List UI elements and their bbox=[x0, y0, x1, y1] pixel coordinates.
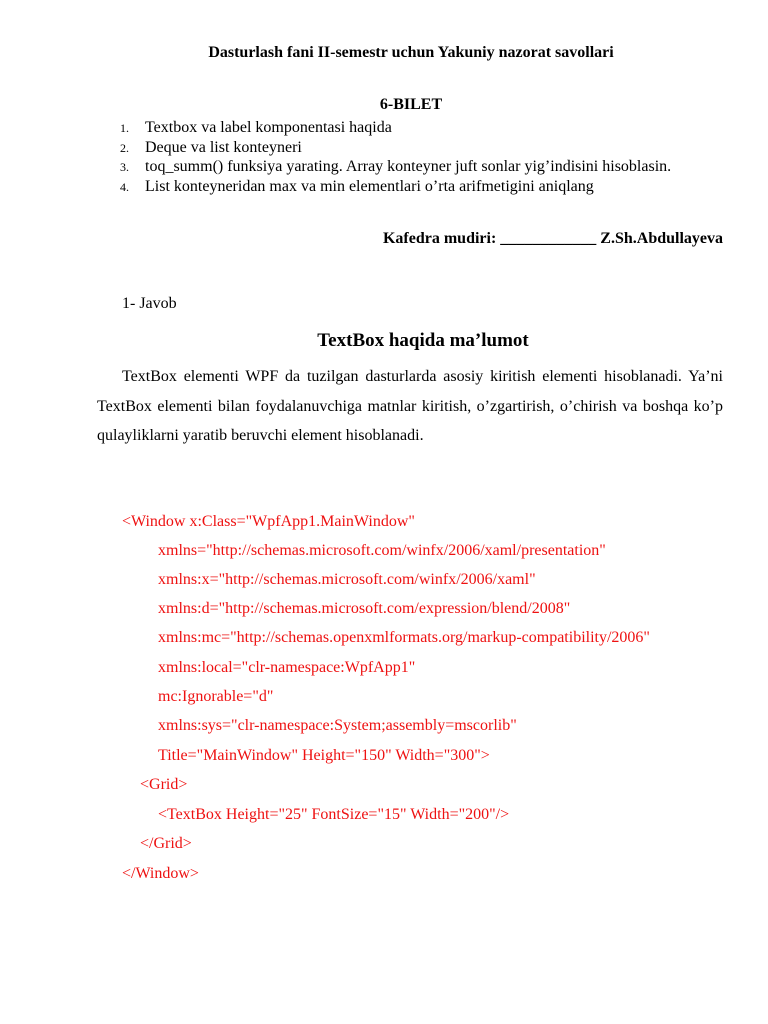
question-item bbox=[120, 118, 720, 138]
code-line: xmlns:local="clr-namespace:WpfApp1" bbox=[158, 659, 416, 676]
section-heading: TextBox haqida ma’lumot bbox=[317, 330, 529, 351]
question-text: Deque va list konteyneri bbox=[145, 138, 302, 156]
code-line: </Grid> bbox=[140, 835, 192, 852]
question-text: toq_summ() funksiya yarating. Array konteyner juft sonlar yig’indisini hisoblasin. bbox=[145, 158, 672, 175]
question-item bbox=[120, 177, 720, 197]
question-number: 2. bbox=[120, 140, 129, 155]
question-number: 4. bbox=[120, 179, 129, 194]
code-line: <TextBox Height="25" FontSize="15" Width="200"/> bbox=[158, 806, 510, 823]
code-line: Title="MainWindow" Height="150" Width="300"> bbox=[158, 747, 490, 764]
ticket-number: 6-BILET bbox=[379, 96, 443, 113]
question-number: 1. bbox=[120, 121, 129, 135]
code-line: <Grid> bbox=[140, 776, 188, 793]
code-line: mc:Ignorable="d" bbox=[158, 688, 274, 705]
code-line: xmlns:x="http://schemas.microsoft.com/winfx/2006/xaml" bbox=[158, 571, 536, 588]
code-line: xmlns:mc="http://schemas.openxmlformats.org/markup-compatibility/2006" bbox=[158, 629, 650, 646]
question-list bbox=[120, 118, 720, 196]
document-title: Dasturlash fani II-semestr uchun Yakuniy nazorat savollari bbox=[208, 44, 614, 61]
department-head-signature: Kafedra mudiri: ____________ Z.Sh.Abdullayeva bbox=[382, 230, 723, 247]
code-line: </Window> bbox=[122, 865, 199, 882]
code-line: <Window x:Class="WpfApp1.MainWindow" bbox=[122, 513, 415, 530]
question-number: 3. bbox=[120, 160, 129, 174]
code-line: xmlns:sys="clr-namespace:System;assembly=mscorlib" bbox=[158, 717, 517, 734]
code-line: xmlns:d="http://schemas.microsoft.com/expression/blend/2008" bbox=[158, 600, 571, 617]
code-line: xmlns="http://schemas.microsoft.com/winfx/2006/xaml/presentation" bbox=[158, 542, 606, 559]
question-text: Textbox va label komponentasi haqida bbox=[145, 119, 392, 136]
question-text: List konteyneridan max va min elementlari o’rta arifmetigini aniqlang bbox=[145, 177, 594, 195]
question-item bbox=[120, 157, 720, 177]
body-paragraph: TextBox elementi WPF da tuzilgan dasturlarda asosiy kiritish elementi hisoblanadi. Ya’ni TextBox elementi bilan foydalanuvchiga matnlar kiritish, o’zgartirish, o’chirish va boshqa ko’p qulayliklarni yaratib beruvchi element hisoblanadi. bbox=[97, 368, 723, 444]
question-item bbox=[120, 138, 720, 158]
answer-label: 1- Javob bbox=[122, 295, 177, 312]
